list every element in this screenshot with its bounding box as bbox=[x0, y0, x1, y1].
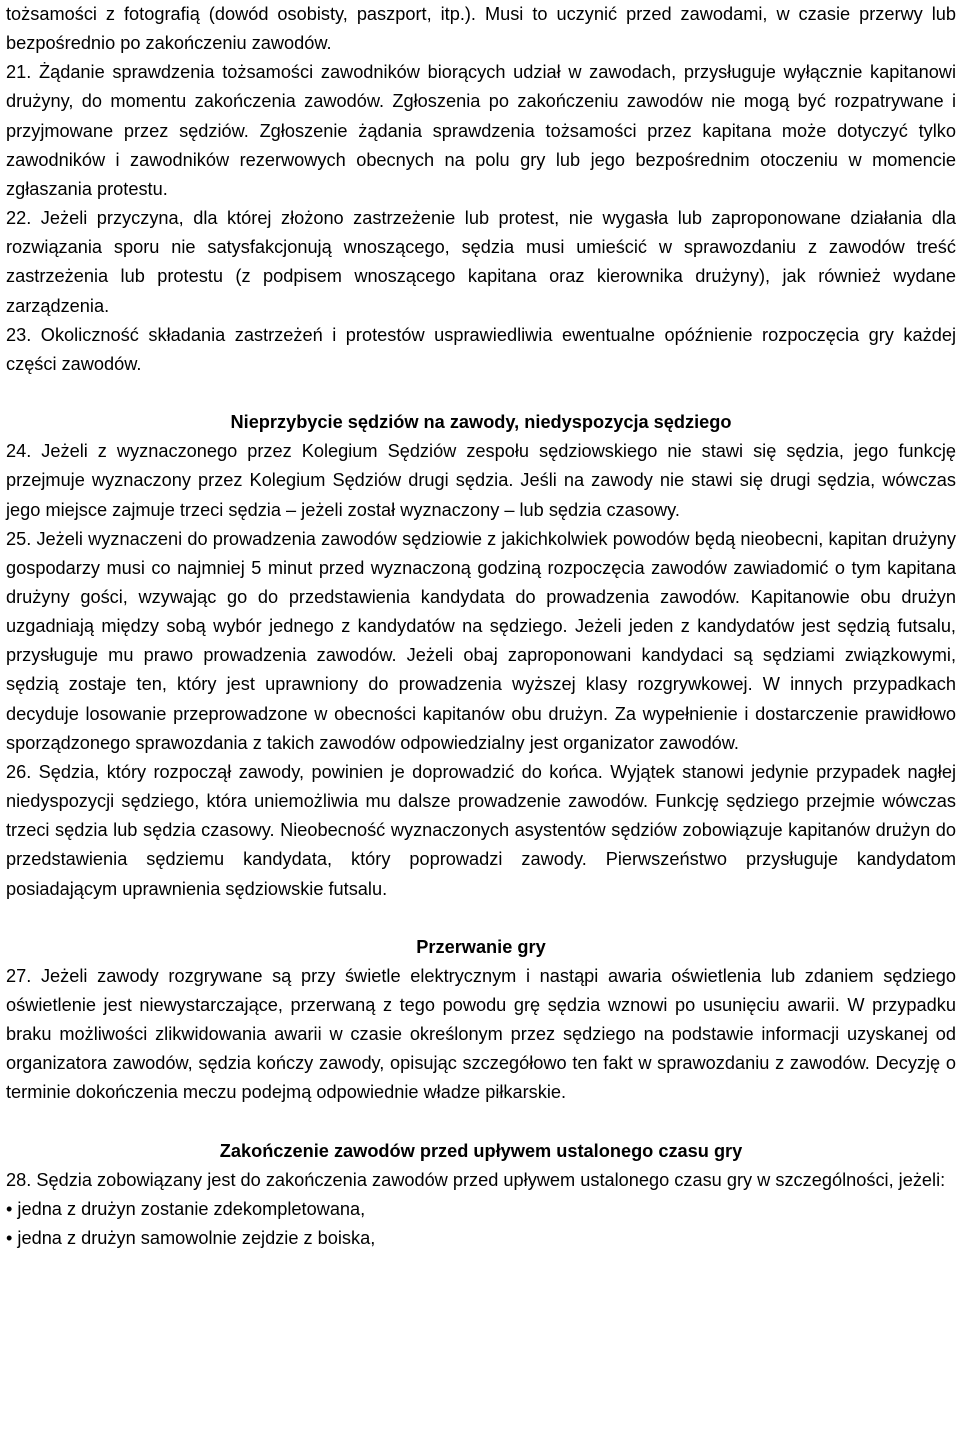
document-page bbox=[6, 0, 956, 1253]
paragraph-22: 22. Jeżeli przyczyna, dla której złożono zastrzeżenie lub protest, nie wygasła lub zaproponowane działania dla rozwiązania sporu nie satysfakcjonują wnoszącego, sędzia musi umieścić w sprawozdaniu z zawodów treść zastrzeżenia lub protestu (z podpisem wnoszącego kapitana oraz kierownika drużyny), jak również wydane zarządzenia. bbox=[6, 208, 956, 316]
bullet-item: • jedna z drużyn zostanie zdekompletowana, bbox=[6, 1198, 366, 1219]
paragraph-28: 28. Sędzia zobowiązany jest do zakończenia zawodów przed upływem ustalonego czasu gry w szczególności, jeżeli: bbox=[6, 1169, 946, 1190]
paragraph-26: 26. Sędzia, który rozpoczął zawody, powinien je doprowadzić do końca. Wyjątek stanowi jedynie przypadek nagłej niedyspozycji sędziego, która uniemożliwia mu dalsze prowadzenie zawodów. Funkcję sędziego przejmie wówczas trzeci sędzia lub sędzia czasowy. Nieobecność wyznaczonych asystentów sędziów zobowiązuje kapitanów drużyn do przedstawienia sędziemu kandydata, który poprowadzi zawody. Pierwszeństwo przysługuje kandydatom posiadającym uprawnienia sędziowskie futsalu. bbox=[6, 761, 956, 899]
paragraph-23: 23. Okoliczność składania zastrzeżeń i protestów usprawiedliwia ewentualne opóźnienie rozpoczęcia gry każdej części zawodów. bbox=[6, 324, 956, 374]
paragraph-21: 21. Żądanie sprawdzenia tożsamości zawodników biorących udział w zawodach, przysługuje wyłącznie kapitanowi drużyny, do momentu zakończenia zawodów. Zgłoszenia po zakończeniu zawodów nie mogą być rozpatrywane i przyjmowane przez sędziów. Zgłoszenie żądania sprawdzenia tożsamości przez kapitana może dotyczyć tylko zawodników i zawodników rezerwowych obecnych na polu gry lub jego bezpośrednim otoczeniu w momencie zgłaszania protestu. bbox=[6, 62, 956, 199]
paragraph-25: 25. Jeżeli wyznaczeni do prowadzenia zawodów sędziowie z jakichkolwiek powodów będą nieobecni, kapitan drużyny gospodarzy musi co najmniej 5 minut przed wyznaczoną godziną rozpoczęcia zawodów zawiadomić o tym kapitana drużyny gości, wzywając go do przedstawienia kandydata do prowadzenia zawodów. Kapitanowie obu drużyn uzgadniają między sobą wybór jednego z kandydatów na sędziego. Jeżeli jeden z kandydatów jest sędzią futsalu, przysługuje mu prawo prowadzenia zawodów. Jeżeli obaj zaproponowani kandydaci są sędziami związkowymi, sędzią zostaje ten, który jest uprawniony do prowadzenia wyższej klasy rozgrywkowej. W innych przypadkach decyduje losowanie przeprowadzone w obecności kapitanów obu drużyn. Za wypełnienie i dostarczenie prawidłowo sporządzonego sprawozdania z takich zawodów odpowiedzialny jest organizator zawodów. bbox=[6, 528, 956, 753]
paragraph-20-continuation: tożsamości z fotografią (dowód osobisty, paszport, itp.). Musi to uczynić przed zawodami, w czasie przerwy lub bezpośrednio po zakończeniu zawodów. bbox=[6, 4, 956, 54]
section-spacer bbox=[6, 904, 956, 933]
section-spacer bbox=[6, 379, 956, 408]
section-spacer bbox=[6, 1108, 956, 1137]
paragraph-24: 24. Jeżeli z wyznaczonego przez Kolegium Sędziów zespołu sędziowskiego nie stawi się sędzia, jego funkcję przejmuje wyznaczony przez Kolegium Sędziów drugi sędzia. Jeśli na zawody nie stawi się drugi sędzia, wówczas jego miejsce zajmuje trzeci sędzia – jeżeli został wyznaczony – lub sędzia czasowy. bbox=[6, 441, 956, 520]
heading-early-end: Zakończenie zawodów przed upływem ustalonego czasu gry bbox=[219, 1140, 743, 1161]
paragraph-27: 27. Jeżeli zawody rozgrywane są przy świetle elektrycznym i nastąpi awaria oświetlenia lub zdaniem sędziego oświetlenie jest niewystarczające, przerwaną z tego powodu grę sędzia wznowi po usunięciu awarii. W przypadku braku możliwości zlikwidowania awarii w czasie określonym przez sędziego na podstawie informacji uzyskanej od organizatora zawodów, sędzia kończy zawody, opisując szczegółowo ten fakt w sprawozdaniu z zawodów. Decyzję o terminie dokończenia meczu podejmą odpowiednie władze piłkarskie. bbox=[6, 965, 956, 1103]
heading-referee-absence: Nieprzybycie sędziów na zawody, niedyspozycja sędziego bbox=[230, 412, 732, 433]
bullet-item: • jedna z drużyn samowolnie zejdzie z boiska, bbox=[6, 1228, 376, 1249]
heading-game-interruption: Przerwanie gry bbox=[416, 936, 546, 957]
